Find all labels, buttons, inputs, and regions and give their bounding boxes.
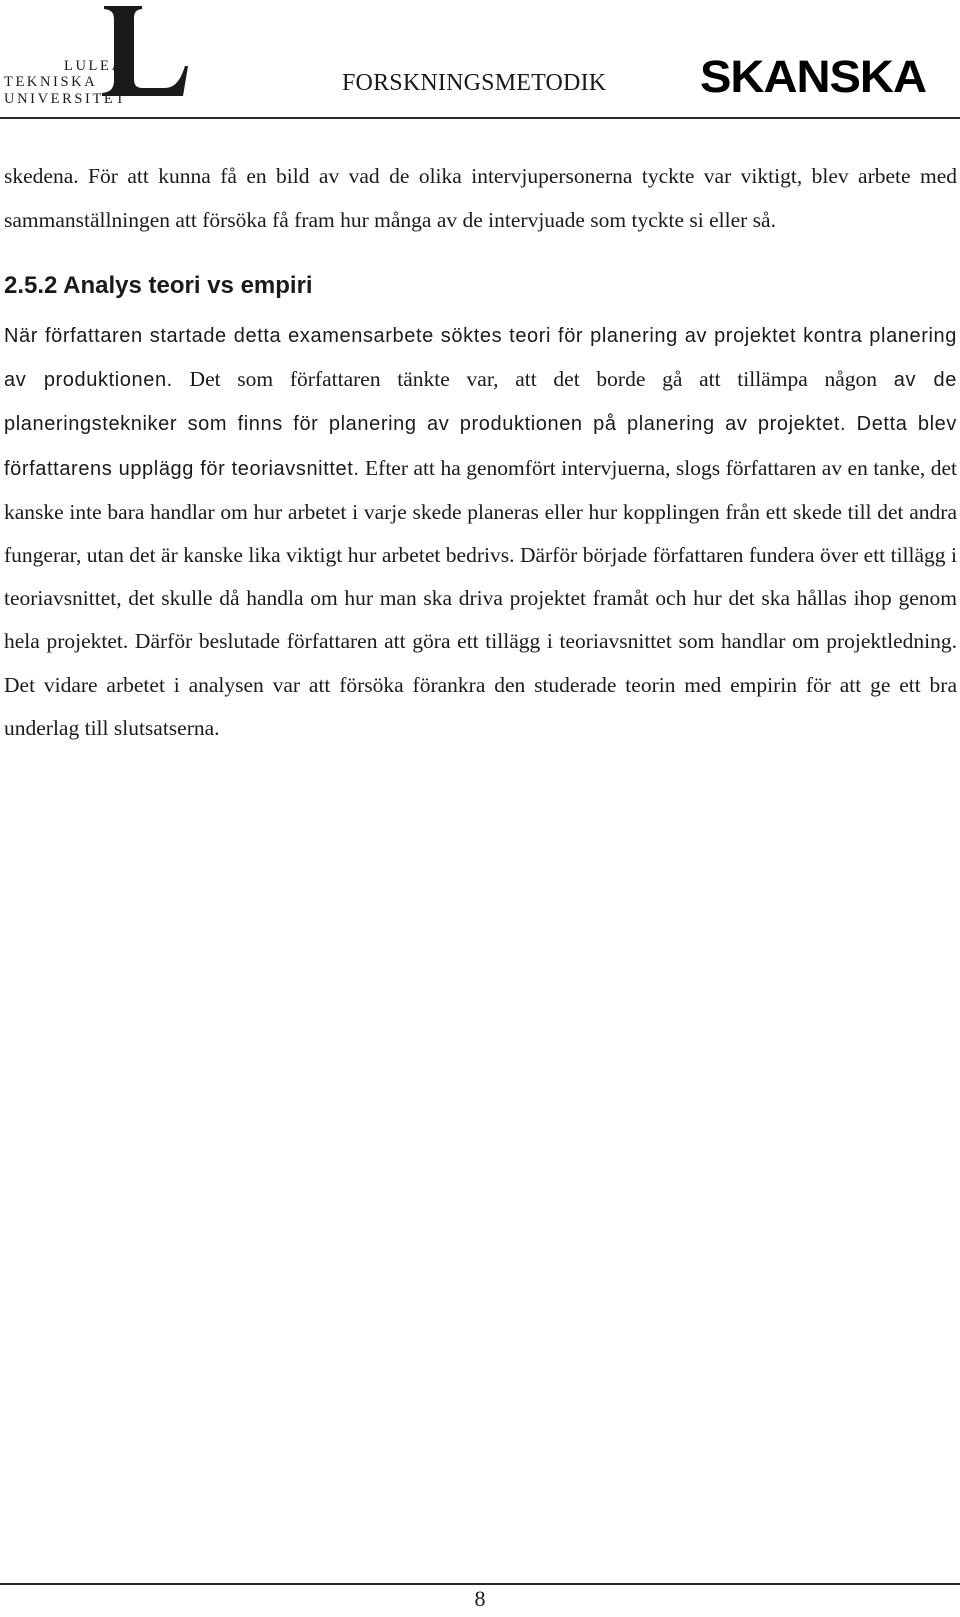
paragraph-sans-run-1: När författaren startade detta examensarbete söktes teori för planering av projektet kontra planering av produktionen. (4, 325, 957, 392)
logo-text-universitet: UNIVERSITET (4, 91, 127, 107)
company-logo-text: SKANSKA (700, 54, 927, 98)
section-heading: 2.5.2 Analys teori vs empiri (4, 272, 313, 299)
document-running-title: FORSKNINGSMETODIK (342, 70, 607, 96)
continuation-paragraph: skedena. För att kunna få en bild av vad de olika intervjupersonerna tyckte var viktigt, blev arbete med sammanställningen att försöka få fram hur många av de intervjuade som tyckte si eller så. (4, 164, 957, 232)
footer-divider (0, 1583, 960, 1585)
paragraph-serif-run-2: Efter att ha genomfört intervjuerna, slogs författaren av en tanke, det kanske inte bara handlar om hur arbetet i varje skede planeras eller hur kopplingen från ett skede till det andra fungerar, utan det är kanske lika viktigt hur arbetet bedrivs. Därför började författaren fundera över ett tillägg i teoriavsnittet, det skulle då handla om hur man ska driva projektet framåt och hur det ska hållas ihop genom hela projektet. Därför beslutade författaren att göra ett tillägg i teoriavsnittet som handlar om projektledning. Det vidare arbetet i analysen var att försöka förankra den studerade teorin med empirin för att ge ett bra underlag till slutsatserna. (4, 455, 957, 740)
header-divider (0, 117, 960, 119)
logo-text-tekniska: TEKNISKA (4, 74, 98, 90)
page-header (0, 0, 960, 120)
university-logo (2, 4, 192, 108)
company-logo (700, 54, 940, 98)
paragraph-serif-run-1: Det som författaren tänkte var, att det borde gå att tillämpa någon (172, 367, 894, 392)
document-body (4, 155, 957, 750)
page-number: 8 (474, 1586, 486, 1611)
logo-text-lulea: LULEÅ (64, 58, 125, 74)
paragraph-sans-run-2: av de planeringstekniker som finns för planering av produktionen på planering av projektet. Detta blev författarens upplägg för teoriavsnittet. (4, 369, 957, 480)
analysis-paragraph (4, 314, 957, 750)
